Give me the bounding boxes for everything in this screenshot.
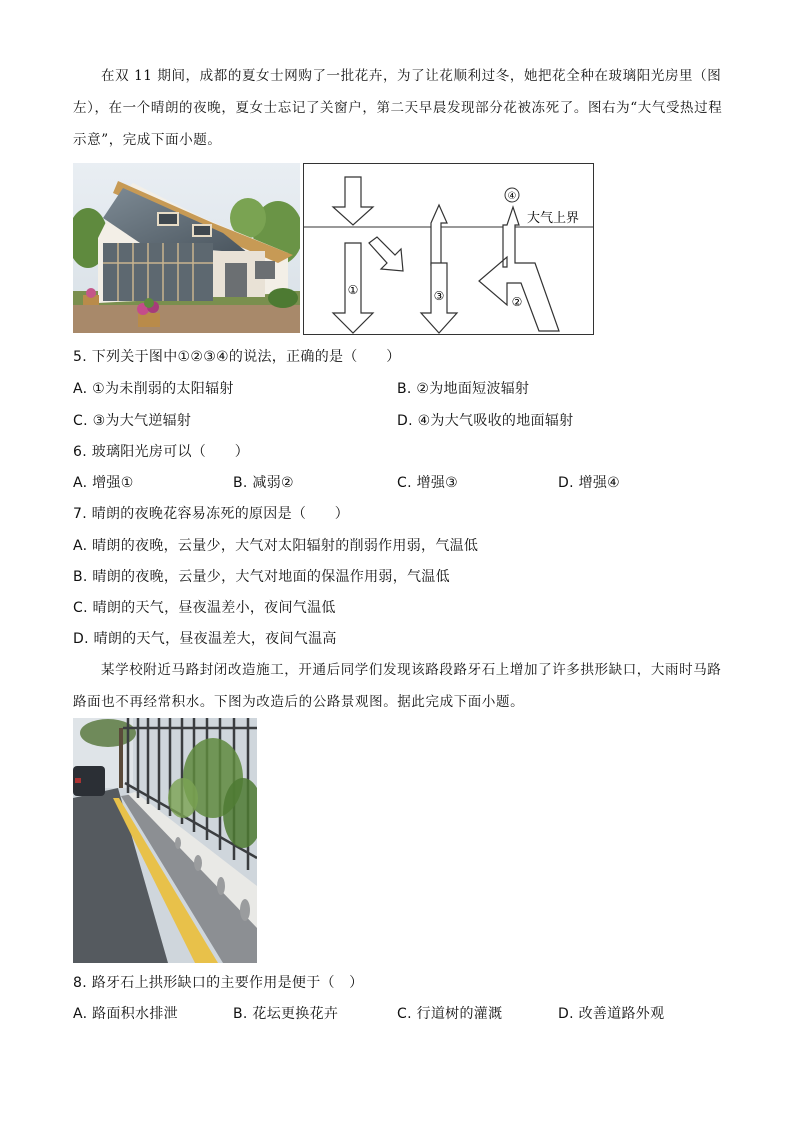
question-8-stem: 8. 路牙石上拱形缺口的主要作用是便于（ ） [73,975,364,991]
intro-paragraph-1: 在双 11 期间，成都的夏女士网购了一批花卉，为了让花顺利过冬，她把花全种在玻璃阳光房里（图左），在一个晴朗的夜晚，夏女士忘记了关窗户，第二天早晨发现部分花被冻死了。图右为“大气受热过程示意”，完成下面小题。 [73,68,723,148]
sunroom-photo [73,163,300,333]
q6-option-c[interactable]: C. 增强③ [397,475,459,491]
q8-option-a[interactable]: A. 路面积水排泄 [73,1006,178,1022]
atmosphere-top-label: 大气上界 [527,211,580,226]
q5-option-d[interactable]: D. ④为大气吸收的地面辐射 [397,413,574,429]
q8-option-d[interactable]: D. 改善道路外观 [558,1006,665,1022]
q6-option-d[interactable]: D. 增强④ [558,475,621,491]
mark-2: ② [511,295,523,309]
mark-1: ① [347,283,359,297]
road-curb-photo [73,718,257,963]
q7-option-b[interactable]: B. 晴朗的夜晚，云量少，大气对地面的保温作用弱，气温低 [73,569,450,585]
q7-option-a[interactable]: A. 晴朗的夜晚，云量少，大气对太阳辐射的削弱作用弱，气温低 [73,538,479,554]
q5-option-a[interactable]: A. ①为未削弱的太阳辐射 [73,381,234,397]
atmosphere-heating-diagram [303,163,594,335]
mark-3: ③ [433,289,445,303]
q7-option-c[interactable]: C. 晴朗的天气，昼夜温差小，夜间气温低 [73,600,336,616]
q5-option-c[interactable]: C. ③为大气逆辐射 [73,413,192,429]
road-curb-illustration [73,718,257,963]
q6-option-b[interactable]: B. 减弱② [233,475,294,491]
question-5-stem: 5. 下列关于图中①②③④的说法，正确的是（ ） [73,349,401,365]
q8-option-c[interactable]: C. 行道树的灌溉 [397,1006,503,1022]
q7-option-d[interactable]: D. 晴朗的天气，昼夜温差大，夜间气温高 [73,631,337,647]
q8-option-b[interactable]: B. 花坛更换花卉 [233,1006,339,1022]
q6-option-a[interactable]: A. 增强① [73,475,134,491]
mark-4: ④ [507,191,517,202]
question-7-stem: 7. 晴朗的夜晚花容易冻死的原因是（ ） [73,506,350,522]
question-6-stem: 6. 玻璃阳光房可以（ ） [73,444,250,460]
intro-paragraph-2: 某学校附近马路封闭改造施工，开通后同学们发现该路段路牙石上增加了许多拱形缺口，大雨时马路路面也不再经常积水。下图为改造后的公路景观图。据此完成下面小题。 [73,662,722,710]
q5-option-b[interactable]: B. ②为地面短波辐射 [397,381,530,397]
sunroom-illustration [73,163,300,333]
